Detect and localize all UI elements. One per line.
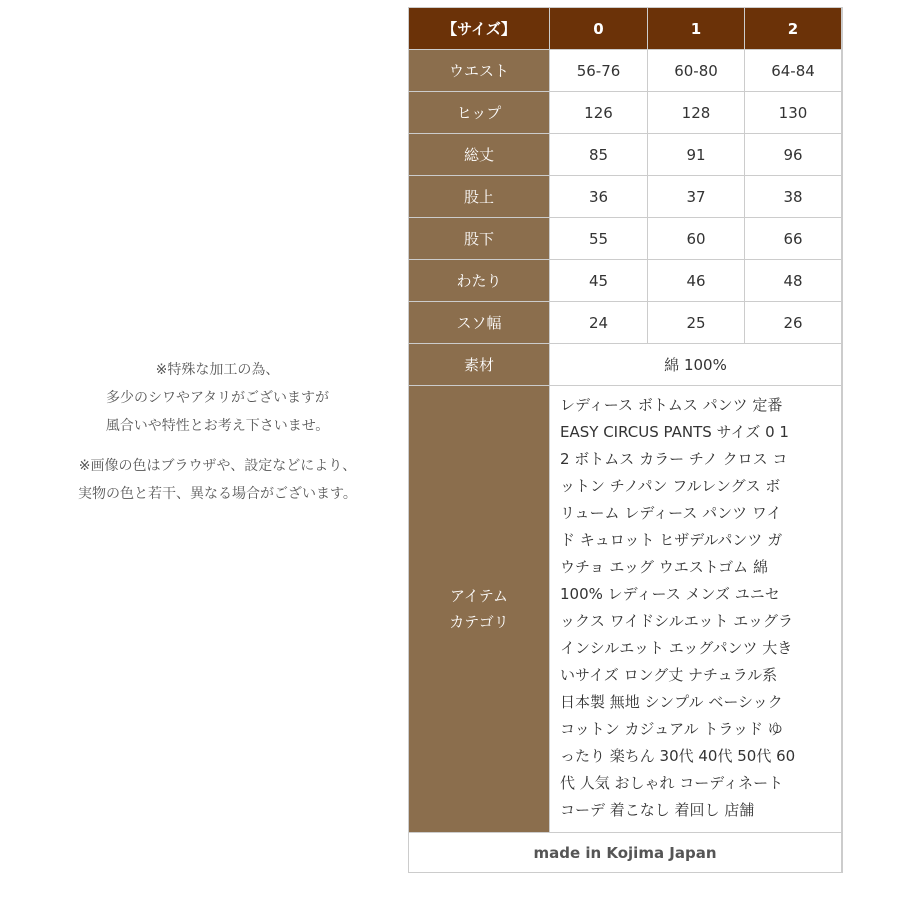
material-value: 綿 100%: [550, 344, 841, 385]
keyword-line: 100% レディース メンズ ユニセ: [560, 585, 780, 603]
keyword-line: コットン カジュアル トラッド ゆ: [560, 720, 783, 738]
note-line: 実物の色と若干、異なる場合がございます。: [78, 486, 357, 502]
table-cell: 60: [648, 218, 744, 259]
row-label-inseam: 股下: [409, 218, 549, 259]
row-label-rise: 股上: [409, 176, 549, 217]
note-line: ※特殊な加工の為、: [155, 362, 280, 378]
table-cell: 37: [648, 176, 744, 217]
keyword-line: リューム レディース パンツ ワイ: [560, 504, 782, 522]
row-label-material: 素材: [409, 344, 549, 385]
row-label-hip: ヒップ: [409, 92, 549, 133]
table-cell: 85: [550, 134, 647, 175]
table-cell: 38: [745, 176, 841, 217]
table-cell: 26: [745, 302, 841, 343]
category-label-line: アイテム: [450, 587, 508, 605]
table-cell: 48: [745, 260, 841, 301]
keyword-line: ックス ワイドシルエット エッグラ: [560, 612, 793, 630]
made-in-footer: made in Kojima Japan: [409, 833, 841, 872]
care-note-color: [20, 452, 415, 508]
table-cell: 126: [550, 92, 647, 133]
table-cell: 96: [745, 134, 841, 175]
table-cell: 91: [648, 134, 744, 175]
table-cell: 36: [550, 176, 647, 217]
note-line: ※画像の色はブラウザや、設定などにより、: [78, 458, 357, 474]
table-cell: 56-76: [550, 50, 647, 91]
table-cell: 45: [550, 260, 647, 301]
row-label-item-category: [409, 386, 549, 832]
keyword-line: 2 ボトムス カラー チノ クロス コ: [560, 450, 788, 468]
keyword-line: ットン チノパン フルレングス ボ: [560, 477, 781, 495]
category-label-line: カテゴリ: [449, 613, 509, 631]
keyword-line: 日本製 無地 シンプル ベーシック: [560, 693, 783, 711]
keyword-line: ったり 楽ちん 30代 40代 50代 60: [560, 747, 796, 765]
table-cell: 128: [648, 92, 744, 133]
keyword-line: 代 人気 おしゃれ コーディネート: [560, 774, 784, 792]
table-cell: 130: [745, 92, 841, 133]
row-label-waist: ウエスト: [409, 50, 549, 91]
row-label-hem-width: スソ幅: [409, 302, 549, 343]
size-header-0: 0: [550, 8, 647, 49]
keyword-line: ド キュロット ヒザデルパンツ ガ: [560, 531, 783, 549]
table-cell: 64-84: [745, 50, 841, 91]
care-notes: [20, 356, 415, 508]
table-cell: 55: [550, 218, 647, 259]
table-cell: 24: [550, 302, 647, 343]
keyword-line: EASY CIRCUS PANTS サイズ 0 1: [560, 423, 789, 441]
care-note-fabric: [20, 356, 415, 440]
table-cell: 66: [745, 218, 841, 259]
size-header-1: 1: [648, 8, 744, 49]
keyword-line: いサイズ ロング丈 ナチュラル系: [560, 666, 778, 684]
keyword-line: レディース ボトムス パンツ 定番: [560, 396, 783, 414]
note-line: 多少のシワやアタリがございますが: [105, 390, 330, 406]
keyword-line: インシルエット エッグパンツ 大き: [560, 639, 793, 657]
size-header-label: 【サイズ】: [409, 8, 549, 49]
table-cell: 25: [648, 302, 744, 343]
note-line: 風合いや特性とお考え下さいませ。: [105, 418, 330, 434]
size-spec-table: [408, 7, 843, 873]
item-category-keywords: [550, 386, 841, 832]
table-cell: 46: [648, 260, 744, 301]
row-label-thigh: わたり: [409, 260, 549, 301]
keyword-line: コーデ 着こなし 着回し 店舗: [560, 801, 755, 819]
keyword-line: ウチョ エッグ ウエストゴム 綿: [560, 558, 768, 576]
table-cell: 60-80: [648, 50, 744, 91]
size-header-2: 2: [745, 8, 841, 49]
row-label-total-length: 総丈: [409, 134, 549, 175]
